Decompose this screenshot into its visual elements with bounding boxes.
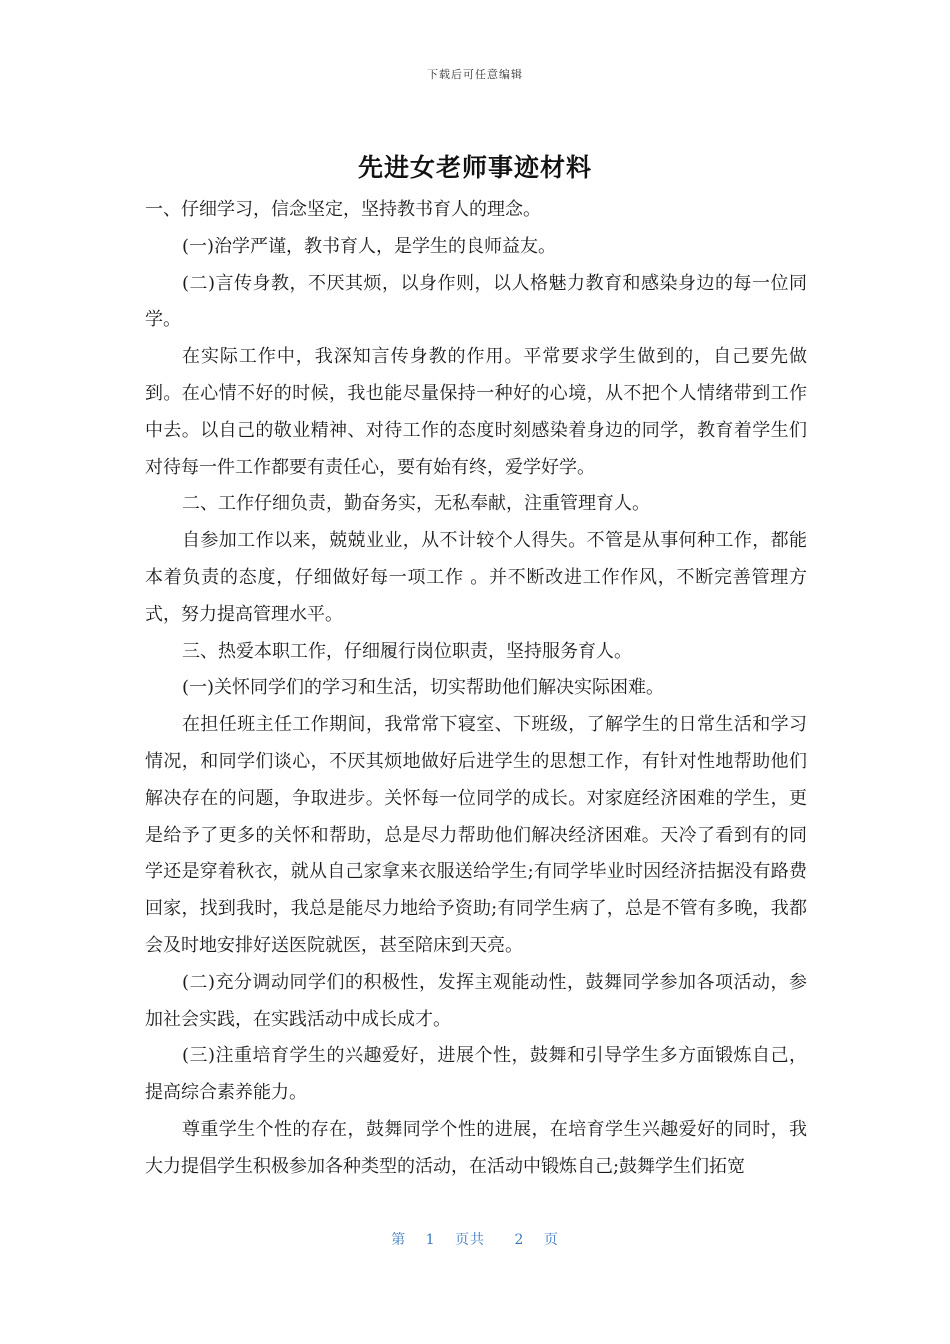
footer-total-pages: 2 (514, 1232, 525, 1248)
paragraph: (二)言传身教，不厌其烦，以身作则，以人格魅力教育和感染身边的每一位同学。 (145, 272, 807, 331)
footer-prefix: 第 (391, 1232, 407, 1248)
paragraph: 在担任班主任工作期间，我常常下寝室、下班级，了解学生的日常生活和学习情况，和同学们谈心，不厌其烦地做好后进学生的思想工作，有针对性地帮助他们解决存在的问题，争取进步。关怀每一位同学的成长。对家庭经济困难的学生，更是给予了更多的关怀和帮助，总是尽力帮助他们解决经济困难。天冷了看到有的同学还是穿着秋衣，就从自己家拿来衣服送给学生;有同学毕业时因经济拮据没有路费回家，找到我时，我总是能尽力地给予资助;有同学生病了，总是不管有多晚，我都会及时地安排好送医院就医，甚至陪床到天亮。 (145, 714, 807, 956)
footer-current-page: 1 (425, 1232, 436, 1248)
paragraph: 二、工作仔细负责，勤奋务实，无私奉献，注重管理育人。 (182, 493, 650, 515)
paragraph: (一)治学严谨，教书育人，是学生的良师益友。 (182, 235, 557, 257)
paragraph: (二)充分调动同学们的积极性，发挥主观能动性，鼓舞同学参加各项活动，参加社会实践，在实践活动中成长成才。 (145, 971, 807, 1030)
page-footer (0, 1229, 950, 1249)
document-title: 先进女老师事迹材料 (357, 153, 592, 182)
paragraph: 三、热爱本职工作，仔细履行岗位职责，坚持服务育人。 (182, 640, 632, 662)
header-note: 下载后可任意编辑 (427, 68, 523, 81)
paragraph: 一、仔细学习，信念坚定，坚持教书育人的理念。 (145, 199, 541, 220)
paragraph: 在实际工作中，我深知言传身教的作用。平常要求学生做到的，自己要先做到。在心情不好的时候，我也能尽量保持一种好的心境，从不把个人情绪带到工作中去。以自己的敬业精神、对待工作的态度时刻感染着身边的同学，教育着学生们对待每一件工作都要有责任心，要有始有终，爱学好学。 (145, 346, 807, 478)
paragraph: (三)注重培育学生的兴趣爱好，进展个性，鼓舞和引导学生多方面锻炼自己，提高综合素养能力。 (145, 1045, 807, 1104)
paragraph: 尊重学生个性的存在，鼓舞同学个性的进展，在培育学生兴趣爱好的同时，我大力提倡学生积极参加各种类型的活动，在活动中锻炼自己;鼓舞学生们拓宽 (145, 1118, 807, 1177)
paragraph: 自参加工作以来，兢兢业业，从不计较个人得失。不管是从事何种工作，都能本着负责的态度，仔细做好每一项工作 。并不断改进工作作风，不断完善管理方式，努力提高管理水平。 (145, 530, 807, 625)
document-body (145, 192, 807, 1186)
footer-suffix: 页 (543, 1232, 559, 1248)
footer-middle: 页共 (455, 1232, 485, 1248)
paragraph: (一)关怀同学们的学习和生活，切实帮助他们解决实际困难。 (182, 677, 665, 699)
